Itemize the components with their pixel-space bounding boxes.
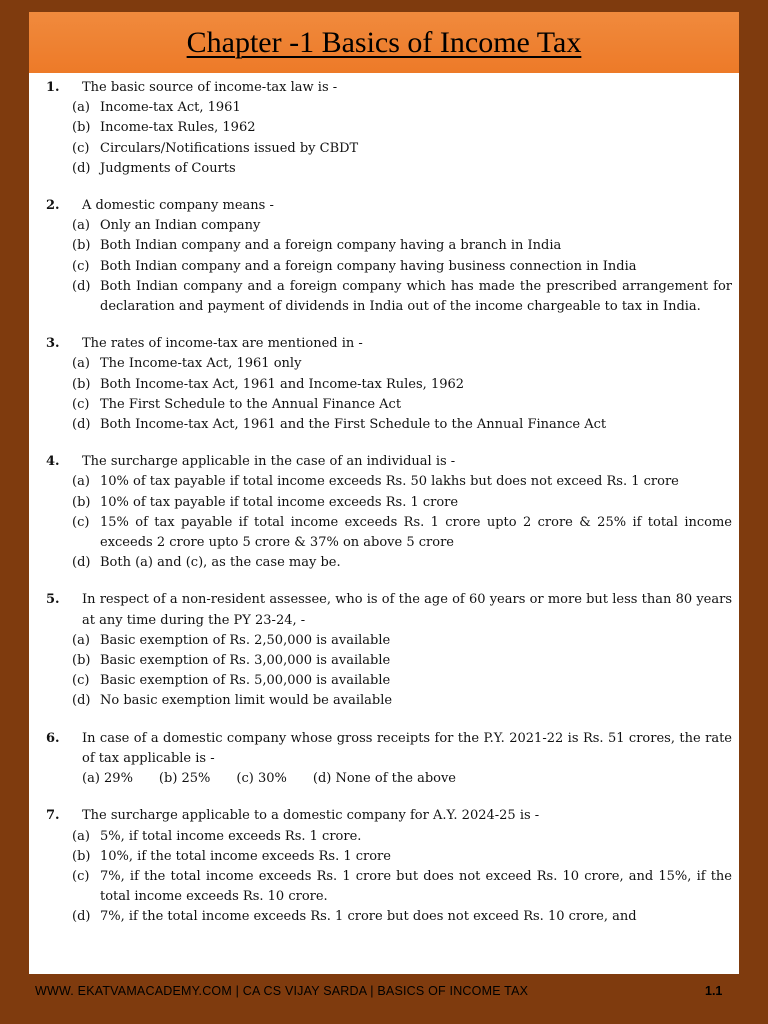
option-item (29, 493, 739, 513)
option-item (29, 907, 739, 927)
option-label: (d) (72, 555, 91, 571)
option-text: Only an Indian company (100, 218, 261, 234)
option-item (29, 631, 739, 651)
question-text: In respect of a non-resident assessee, who is of the age of 60 years or more but less than 80 years at any time during the PY 23-24, - (82, 592, 732, 628)
chapter-header (29, 12, 739, 73)
option-label: (d) (72, 278, 91, 294)
option-text: No basic exemption limit would be available (100, 693, 393, 709)
question-number: 6. (46, 730, 60, 746)
question-text: The surcharge applicable in the case of an individual is - (82, 454, 456, 470)
question-text: The surcharge applicable to a domestic company for A.Y. 2024-25 is - (82, 808, 540, 824)
question-7 (29, 806, 739, 927)
option-text: 7%, if the total income exceeds Rs. 1 crore but does not exceed Rs. 10 crore, and (100, 909, 637, 925)
question-number: 5. (46, 592, 60, 608)
option-text: The Income-tax Act, 1961 only (100, 356, 302, 372)
option-text: 10%, if the total income exceeds Rs. 1 crore (100, 848, 391, 864)
option-text: Circulars/Notifications issued by CBDT (100, 140, 359, 156)
inline-options (29, 769, 739, 789)
option-text: 15% of tax payable if total income exceeds Rs. 1 crore upto 2 crore & 25% if total income exceeds 2 crore upto 5 crore & 37% on above 5 crore (100, 514, 732, 551)
option-item (29, 651, 739, 671)
question-number: 2. (46, 198, 60, 214)
option-label: (d) (72, 417, 91, 433)
option-label: (a) (72, 100, 90, 116)
question-text: A domestic company means - (82, 198, 274, 214)
option-label: (d) (72, 160, 91, 176)
option-item (29, 118, 739, 138)
option-text: Both Indian company and a foreign company which has made the prescribed arrangement for declaration and payment of dividends in India out of the income chargeable to tax in India. (100, 278, 732, 315)
option-text: Income-tax Act, 1961 (100, 100, 241, 116)
option-item (29, 691, 739, 711)
question-3 (29, 334, 739, 435)
option-item (29, 236, 739, 256)
option-item (29, 257, 739, 277)
option-label: (b) (72, 238, 91, 254)
question-5 (29, 590, 739, 711)
option-inline: (d) None of the above (312, 771, 457, 787)
option-label: (d) (72, 909, 91, 925)
option-text: Both Indian company and a foreign company having business connection in India (100, 258, 637, 274)
option-item (29, 472, 739, 492)
option-item (29, 867, 739, 907)
option-text: Both Income-tax Act, 1961 and the First Schedule to the Annual Finance Act (100, 417, 607, 433)
option-inline: (b) 25% (158, 771, 211, 787)
option-text: Both (a) and (c), as the case may be. (100, 555, 341, 571)
option-label: (a) (72, 632, 90, 648)
option-label: (b) (72, 120, 91, 136)
option-item (29, 98, 739, 118)
option-text: 7%, if the total income exceeds Rs. 1 crore but does not exceed Rs. 10 crore, and 15%, if the total income exceeds Rs. 10 crore. (100, 868, 732, 905)
question-text: The rates of income-tax are mentioned in - (82, 336, 363, 352)
option-label: (c) (72, 673, 90, 689)
question-6 (29, 729, 739, 790)
option-text: Both Indian company and a foreign company having a branch in India (100, 238, 562, 254)
option-text: The First Schedule to the Annual Finance Act (100, 396, 402, 412)
page-frame (29, 12, 739, 974)
footer-credits: WWW. EKATVAMACADEMY.COM | CA CS VIJAY SARDA | BASICS OF INCOME TAX (35, 984, 529, 998)
option-text: 10% of tax payable if total income exceeds Rs. 1 crore (100, 494, 459, 510)
option-inline: (a) 29% (82, 771, 133, 787)
question-2 (29, 196, 739, 317)
option-label: (c) (72, 258, 90, 274)
option-label: (b) (72, 653, 91, 669)
option-label: (a) (72, 356, 90, 372)
option-item (29, 671, 739, 691)
option-item (29, 827, 739, 847)
option-item (29, 847, 739, 867)
option-item (29, 513, 739, 553)
option-item (29, 159, 739, 179)
question-number: 7. (46, 808, 60, 824)
question-1 (29, 78, 739, 179)
option-text: Income-tax Rules, 1962 (100, 120, 256, 136)
option-text: Both Income-tax Act, 1961 and Income-tax Rules, 1962 (100, 376, 465, 392)
question-4 (29, 452, 739, 573)
question-number: 1. (46, 80, 60, 95)
option-inline: (c) 30% (236, 771, 287, 787)
option-label: (a) (72, 474, 90, 490)
question-number: 4. (46, 454, 60, 470)
page-footer (0, 984, 768, 1000)
option-item (29, 395, 739, 415)
option-label: (c) (72, 514, 90, 530)
page-number: 1.1 (705, 984, 723, 998)
option-item (29, 375, 739, 395)
option-item (29, 415, 739, 435)
option-label: (b) (72, 494, 91, 510)
option-text: Judgments of Courts (100, 160, 236, 176)
option-item (29, 139, 739, 159)
option-item (29, 553, 739, 573)
option-text: 10% of tax payable if total income exceeds Rs. 50 lakhs but does not exceed Rs. 1 crore (100, 474, 679, 490)
option-label: (a) (72, 828, 90, 844)
option-item (29, 216, 739, 236)
option-text: Basic exemption of Rs. 5,00,000 is available (100, 673, 391, 689)
option-label: (b) (72, 848, 91, 864)
option-label: (c) (72, 396, 90, 412)
question-text: In case of a domestic company whose gross receipts for the P.Y. 2021-22 is Rs. 51 crores, the rate of tax applicable is - (82, 730, 732, 766)
option-text: Basic exemption of Rs. 2,50,000 is available (100, 632, 391, 648)
chapter-title: Chapter -1 Basics of Income Tax (186, 25, 582, 59)
question-list (29, 78, 739, 945)
question-number: 3. (46, 336, 60, 352)
option-label: (c) (72, 140, 90, 156)
option-label: (a) (72, 218, 90, 234)
option-label: (d) (72, 693, 91, 709)
option-item (29, 354, 739, 374)
question-text: The basic source of income-tax law is - (82, 80, 338, 95)
option-label: (b) (72, 376, 91, 392)
option-text: Basic exemption of Rs. 3,00,000 is available (100, 653, 391, 669)
option-text: 5%, if total income exceeds Rs. 1 crore. (100, 828, 362, 844)
option-item (29, 277, 739, 317)
option-label: (c) (72, 868, 90, 884)
